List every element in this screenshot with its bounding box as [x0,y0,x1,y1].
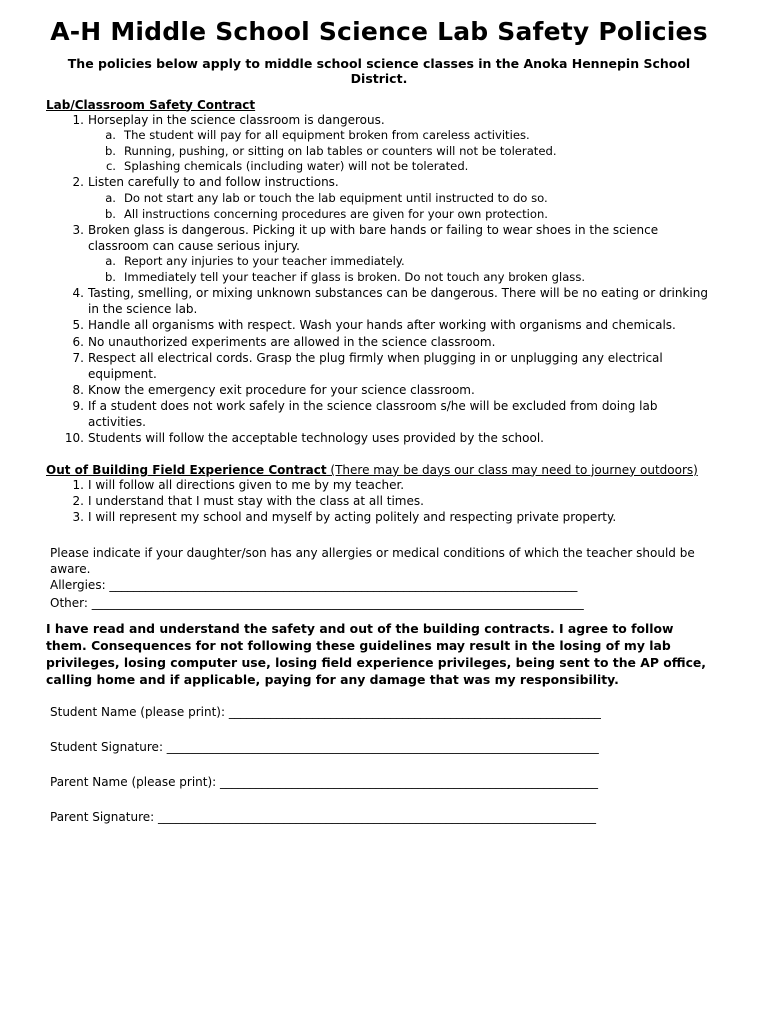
list-item-number: 3. [72,510,84,525]
section-heading [46,463,712,477]
list-item [46,494,712,510]
allergy-prompt: Please indicate if your daughter/son has any allergies or medical conditions of which the teacher should be aware. [50,545,695,576]
sub-list [88,191,712,222]
list-item-number: 7. [72,350,84,365]
agreement-statement: I have read and understand the safety and out of the building contracts. I agree to follow them. Consequences for not following these guidelines may result in the losing of my lab privileges, losing computer use, losing field experience privileges, being sent to the AP office, calling home and if applicable, paying for any damage that was my responsibility. [46,620,707,687]
sub-list-item-text: Splashing chemicals (including water) will not be tolerated. [124,159,469,174]
sub-list-item-number: b. [104,206,116,221]
sub-list-item-number: b. [104,143,116,158]
list-item [46,223,712,286]
list-item [46,383,712,399]
sub-list-item-number: a. [105,191,116,206]
sub-list-item-text: Do not start any lab or touch the lab equipment until instructed to do so. [124,191,548,206]
sub-list-item-number: b. [104,270,116,284]
sub-list-item-text: All instructions concerning procedures are given for your own protection. [124,206,548,221]
sub-list-item-text: The student will pay for all equipment broken from careless activities. [124,128,530,143]
list-item-text: Tasting, smelling, or mixing unknown substances can be dangerous. There will be no eating or drinking in the science lab. [88,286,708,316]
list-item-text: Respect all electrical cords. Grasp the plug firmly when plugging in or unplugging any electrical equipment. [88,350,663,381]
list-item-number: 5. [72,318,84,333]
list-item-number: 8. [72,383,84,397]
list-item-number: 4. [72,286,84,301]
list-item-number: 3. [72,222,84,237]
list-item [46,318,712,334]
section-heading [46,98,712,112]
list-item-text: Broken glass is dangerous. Picking it up with bare hands or failing to wear shoes in the science classroom can cause serious injury. [88,222,659,253]
list-item [46,351,712,383]
sub-list-item [88,144,712,160]
signature-block [46,704,712,825]
list-item [46,399,712,431]
list-item [46,335,712,351]
sub-list-item-text: Running, pushing, or sitting on lab tables or counters will not be tolerated. [124,143,557,158]
parent-signature-line[interactable]: Parent Signature: _________________________________________________________________________ [50,809,596,824]
list-item-number: 9. [72,399,84,414]
list-item-text: Horseplay in the science classroom is dangerous. [88,112,385,127]
parent-name-line[interactable]: Parent Name (please print): _______________________________________________________________ [50,774,598,789]
list-item-text: Listen carefully to and follow instructions. [88,175,339,190]
student-name-line[interactable]: Student Name (please print): ______________________________________________________________ [50,705,601,720]
allergies-field-line[interactable]: Allergies: ______________________________________________________________________________ [50,578,578,593]
other-field-line[interactable]: Other: __________________________________________________________________________________ [50,595,584,610]
list-field-experience [46,478,712,526]
sub-list-item [88,207,712,223]
list-item-text: Know the emergency exit procedure for your science classroom. [88,383,475,397]
list-item-text: Handle all organisms with respect. Wash your hands after working with organisms and chemicals. [88,318,676,333]
list-item [46,478,712,494]
sub-list-item-number: c. [105,159,116,174]
sub-list-item [88,128,712,144]
section-heading-text: Out of Building Field Experience Contract [46,462,327,477]
list-item-number: 2. [72,494,84,509]
sub-list [88,128,712,175]
list-item-text: I will represent my school and myself by acting politely and respecting private property. [88,510,617,525]
sub-list-item-text: Immediately tell your teacher if glass is broken. Do not touch any broken glass. [124,270,586,284]
spacer [46,448,712,463]
list-item-number: 2. [72,175,84,190]
sub-list-item-number: a. [105,128,116,143]
list-item-number: 1. [72,477,84,492]
sub-list-item [88,159,712,175]
list-item [46,431,712,447]
sub-list-item-text: Report any injuries to your teacher immediately. [124,254,405,269]
sub-list [88,254,712,285]
list-item [46,175,712,222]
student-signature-line[interactable]: Student Signature: ________________________________________________________________________ [50,740,599,755]
list-item-number: 6. [72,334,84,349]
spacer [46,527,712,545]
list-item-text: I understand that I must stay with the class at all times. [88,494,424,509]
page-title: A-H Middle School Science Lab Safety Policies [50,17,708,46]
section-heading-text: Lab/Classroom Safety Contract [46,97,256,112]
section-lab-classroom-safety-contract [46,98,712,448]
sub-list-item-number: a. [105,254,116,269]
sub-list-item [88,254,712,270]
list-item-text: Students will follow the acceptable technology uses provided by the school. [88,431,544,446]
list-item-number: 1. [72,112,84,127]
list-item-text: I will follow all directions given to me by my teacher. [88,477,405,492]
spacer [46,612,712,621]
sub-list-item [88,270,712,286]
section-out-of-building-field-experience-contract [46,463,712,526]
list-item [46,113,712,175]
list-item-text: If a student does not work safely in the science classroom s/he will be excluded from doing lab activities. [88,399,658,430]
list-item-text: No unauthorized experiments are allowed in the science classroom. [88,334,496,349]
list-item [46,510,712,526]
page-subtitle: The policies below apply to middle school science classes in the Anoka Hennepin School District. [67,55,691,86]
list-lab-safety [46,113,712,448]
section-heading-suffix: (There may be days our class may need to journey outdoors) [326,462,698,477]
list-item-number: 10. [64,431,84,446]
sub-list-item [88,191,712,207]
list-item [46,286,712,318]
